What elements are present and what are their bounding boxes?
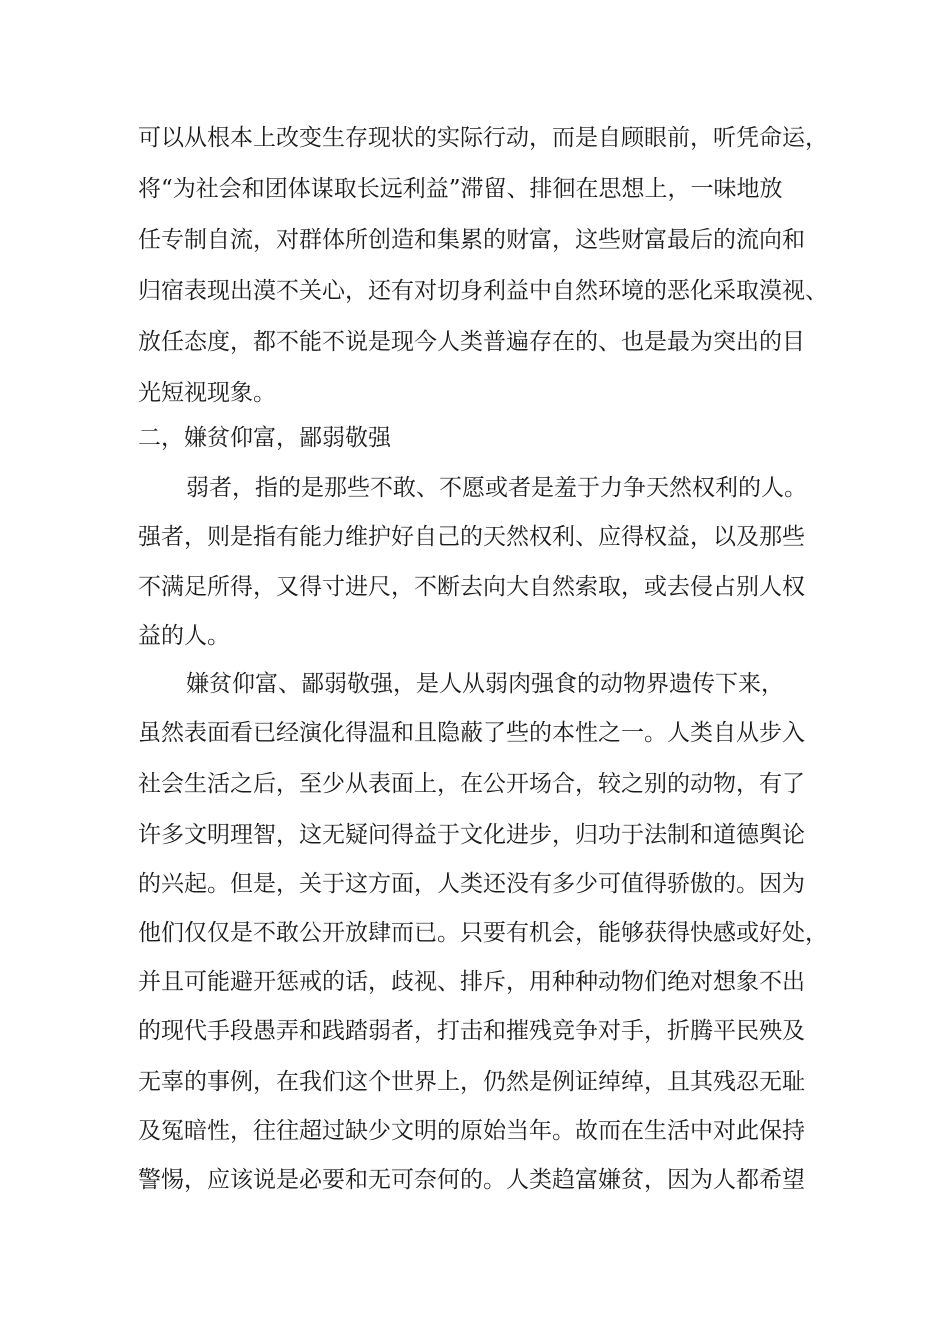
text-line: 不满足所得，又得寸进尺，不断去向大自然索取，或去侵占别人权 <box>138 574 805 600</box>
text-line: 他们仅仅是不敢公开放肆而已。只要有机会，能够获得快感或好处， <box>138 920 828 946</box>
text-line: 的兴起。但是，关于这方面，人类还没有多少可值得骄傲的。因为 <box>138 871 805 897</box>
text-line: 的现代手段愚弄和践踏弱者，打击和摧残竞争对手，折腾平民殃及 <box>138 1018 805 1044</box>
text-line: 社会生活之后，至少从表面上，在公开场合，较之别的动物，有了 <box>138 771 805 797</box>
text-line: 归宿表现出漠不关心，还有对切身利益中自然环境的恶化采取漠视、 <box>138 278 828 304</box>
text-line: 弱者，指的是那些不敢、不愿或者是羞于力争天然权利的人。 <box>186 475 807 501</box>
text-line: 强者，则是指有能力维护好自己的天然权利、应得权益，以及那些 <box>138 524 805 550</box>
text-line: 可以从根本上改变生存现状的实际行动，而是自顾眼前，听凭命运， <box>138 125 828 151</box>
section-heading: 二，嫌贫仰富，鄙弱敬强 <box>138 425 391 451</box>
text-line: 及冤暗性，往往超过缺少文明的原始当年。故而在生活中对此保持 <box>138 1118 805 1144</box>
text-line: 任专制自流，对群体所创造和集累的财富，这些财富最后的流向和 <box>138 227 805 253</box>
text-line: 光短视现象。 <box>138 380 276 406</box>
text-line: 放任态度，都不能不说是现今人类普遍存在的、也是最为突出的目 <box>138 329 805 355</box>
text-line: 并且可能避开惩戒的话，歧视、排斥，用种种动物们绝对想象不出 <box>138 969 805 995</box>
text-line: 无辜的事例，在我们这个世界上，仍然是例证绰绰，且其残忍无耻 <box>138 1069 805 1095</box>
text-line: 许多文明理智，这无疑问得益于文化进步，归功于法制和道德舆论 <box>138 822 805 848</box>
text-line: 警惕，应该说是必要和无可奈何的。人类趋富嫌贫，因为人都希望 <box>138 1167 805 1193</box>
text-line: 虽然表面看已经演化得温和且隐蔽了些的本性之一。人类自从步入 <box>138 720 805 746</box>
text-line: 嫌贫仰富、鄙弱敬强，是人从弱肉强食的动物界遗传下来， <box>186 671 784 697</box>
text-line: 将“为社会和团体谋取长远利益”滞留、排徊在思想上，一味地放 <box>138 176 783 202</box>
text-line: 益的人。 <box>138 623 230 649</box>
